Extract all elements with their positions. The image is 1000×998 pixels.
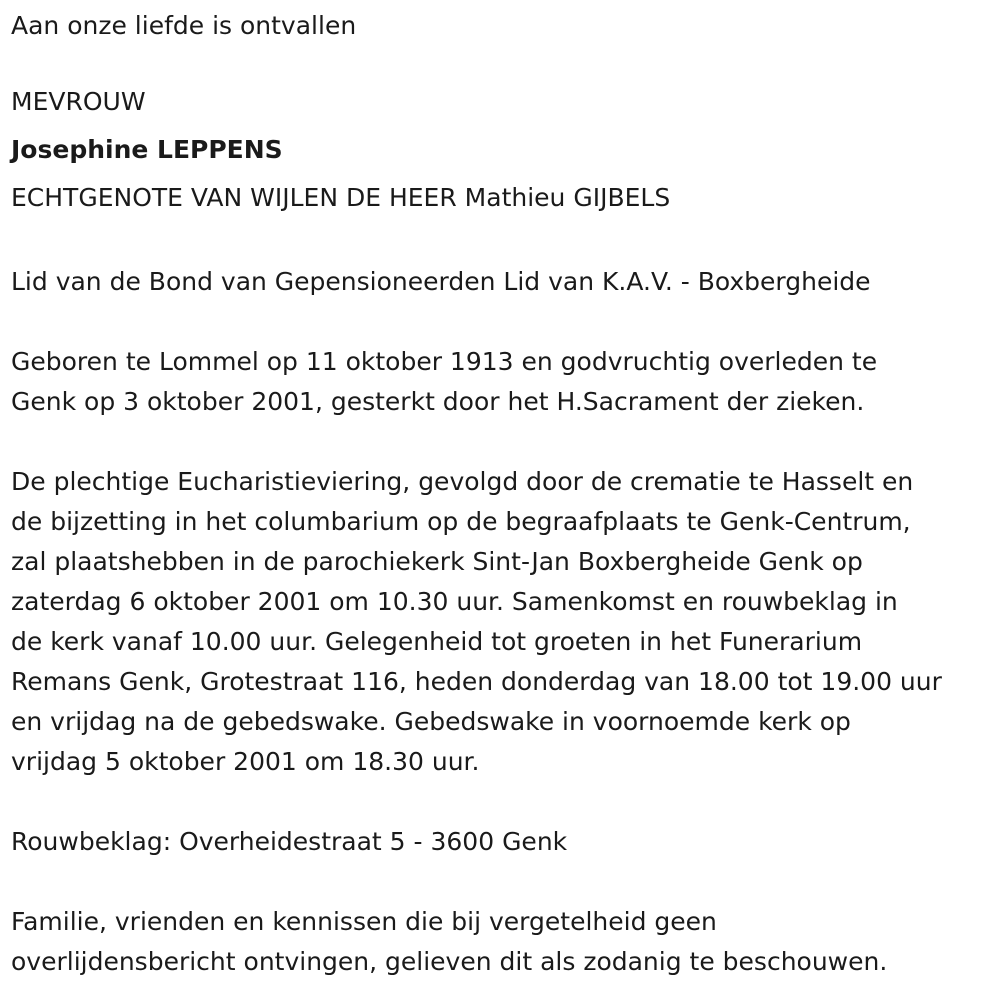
spacer	[11, 422, 990, 462]
deceased-name: Josephine LEPPENS	[11, 135, 283, 164]
paragraph-line: zal plaatshebben in de parochiekerk Sint-Jan Boxbergheide Genk op	[11, 547, 863, 576]
paragraph-line: vrijdag 5 oktober 2001 om 18.30 uur.	[11, 747, 480, 776]
spacer	[11, 862, 990, 902]
paragraph-line: Geboren te Lommel op 11 oktober 1913 en godvruchtig overleden te	[11, 347, 878, 376]
paragraph-line: zaterdag 6 oktober 2001 om 10.30 uur. Samenkomst en rouwbeklag in	[11, 587, 898, 616]
birth-death-paragraph	[11, 342, 990, 422]
paragraph-line: overlijdensbericht ontvingen, gelieven dit als zodanig te beschouwen.	[11, 947, 888, 976]
paragraph-line: Genk op 3 oktober 2001, gesterkt door het H.Sacrament der zieken.	[11, 387, 865, 416]
paragraph-line: Remans Genk, Grotestraat 116, heden donderdag van 18.00 tot 19.00 uur	[11, 667, 942, 696]
spacer	[11, 782, 990, 822]
paragraph-line: Familie, vrienden en kennissen die bij vergetelheid geen	[11, 907, 717, 936]
paragraph-line: de bijzetting in het columbarium op de begraafplaats te Genk-Centrum,	[11, 507, 911, 536]
honorific: MEVROUW	[11, 87, 146, 116]
condolence-address: Rouwbeklag: Overheidestraat 5 - 3600 Genk	[11, 827, 568, 856]
membership-text: Lid van de Bond van Gepensioneerden Lid van K.A.V. - Boxbergheide	[11, 267, 871, 296]
paragraph-line: en vrijdag na de gebedswake. Gebedswake in voornoemde kerk op	[11, 707, 851, 736]
intro-text: Aan onze liefde is ontvallen	[11, 11, 357, 40]
paragraph-line: De plechtige Eucharistieviering, gevolgd door de crematie te Hasselt en	[11, 467, 914, 496]
spacer	[11, 302, 990, 342]
closing-paragraph	[11, 902, 990, 982]
paragraph-line: de kerk vanaf 10.00 uur. Gelegenheid tot groeten in het Funerarium	[11, 627, 863, 656]
spacer	[11, 222, 990, 262]
ceremony-paragraph	[11, 462, 990, 782]
spouse-line: ECHTGENOTE VAN WIJLEN DE HEER Mathieu GIJBELS	[11, 183, 671, 212]
